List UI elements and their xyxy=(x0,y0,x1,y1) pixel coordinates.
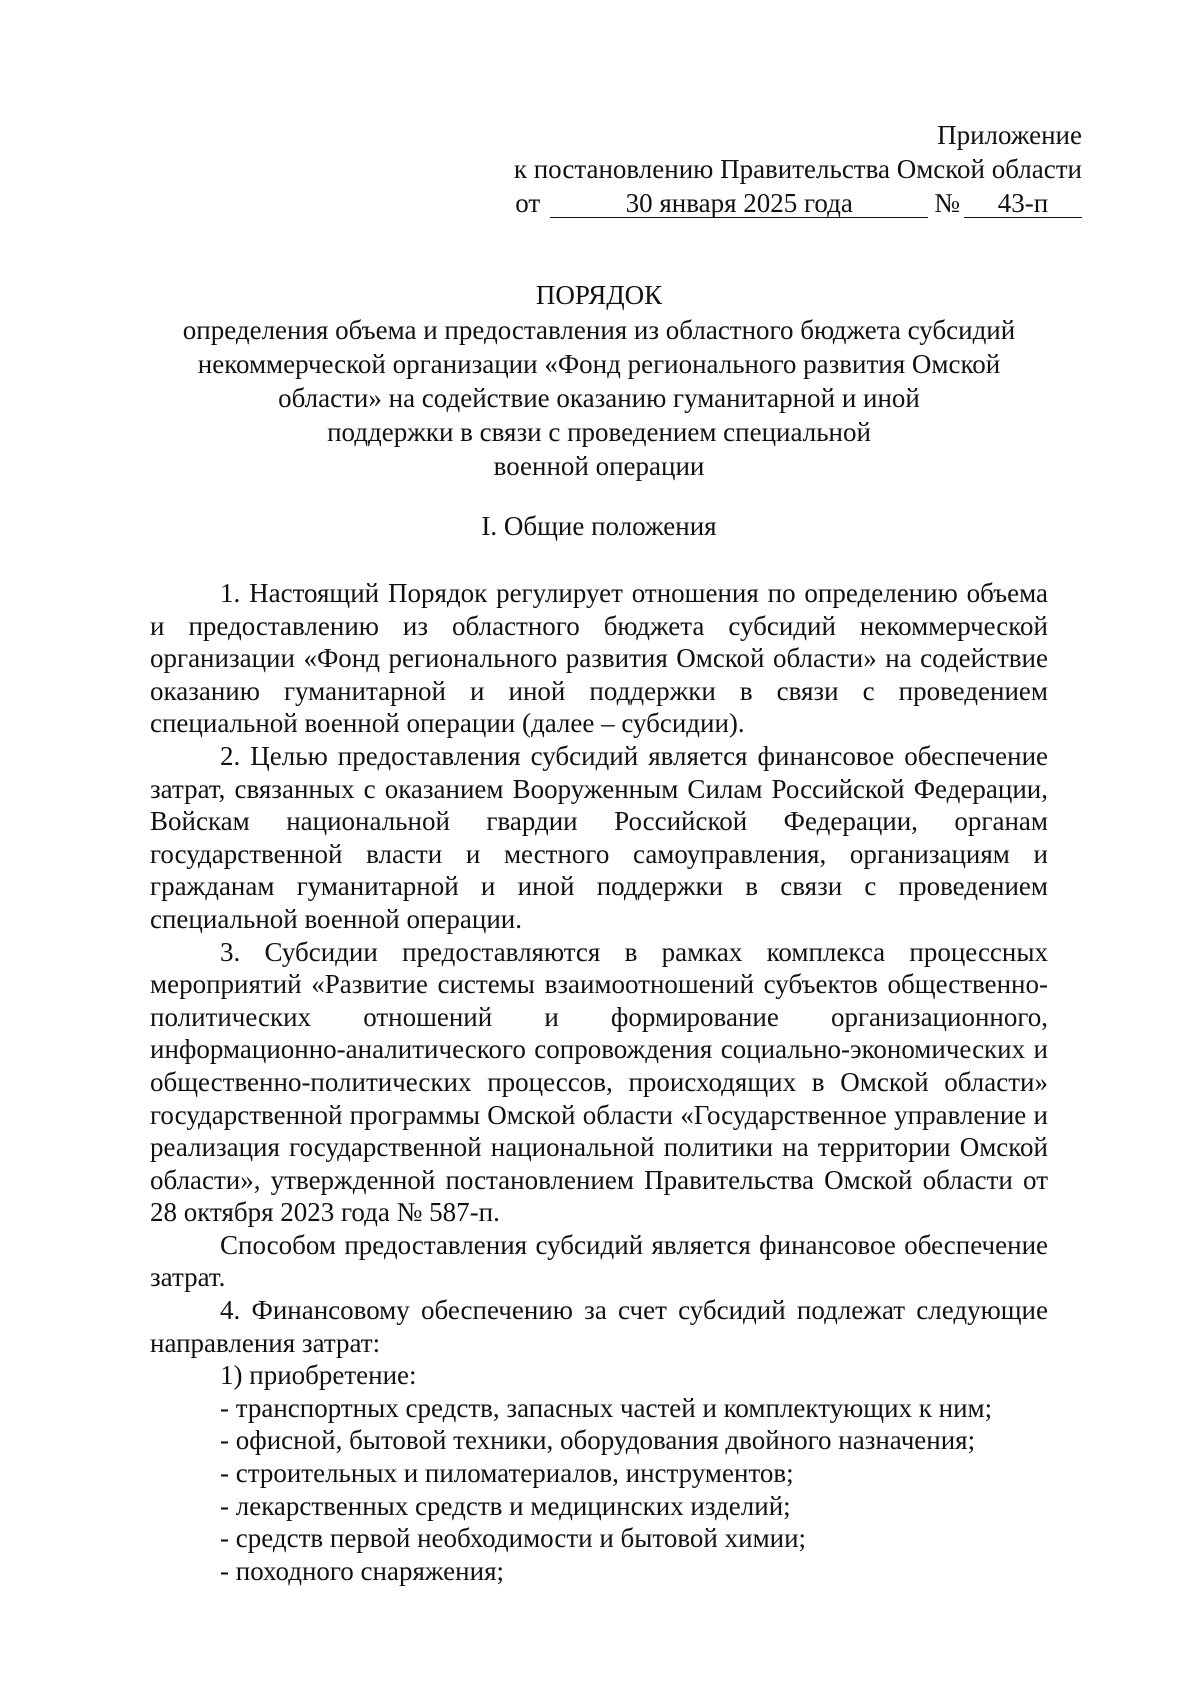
paragraph: 2. Целью предоставления субсидий является финансовое обеспечение затрат, связанных с оказанием Вооруженным Силам Российской Федерации, Войскам национальной гвардии Российской Федерации, органам государственной власти и местного самоуправления, организациям и гражданам гуманитарной и иной поддержки в связи с проведением специальной военной операции. xyxy=(150,740,1048,934)
appendix-date-row xyxy=(514,186,1082,220)
subheading-line: определения объема и предоставления из областного бюджета субсидий xyxy=(182,315,1016,345)
list-item: - лекарственных средств и медицинских изделий; xyxy=(220,1490,791,1521)
document-title-block xyxy=(150,278,1048,483)
paragraph: 3. Субсидии предоставляются в рамках комплекса процессных мероприятий «Развитие системы взаимоотношений субъектов общественно-политических отношений и формирование организационного, информационно-аналитического сопровождения социально-экономических и общественно-политических процессов, происходящих в Омской области» государственной программы Омской области «Государственное управление и реализация государственной национальной политики на территории Омской области», утвержденной постановлением Правительства Омской области от 28 октября 2023 года № 587-п. xyxy=(150,936,1048,1228)
subheading-line: области» на содействие оказанию гуманитарной и иной xyxy=(278,383,920,413)
list-item: - транспортных средств, запасных частей и комплектующих к ним; xyxy=(220,1392,993,1423)
list-item: - походного снаряжения; xyxy=(220,1555,504,1586)
appendix-block xyxy=(514,118,1082,220)
number-label: № xyxy=(934,188,960,218)
appendix-title: Приложение xyxy=(937,120,1082,150)
subheading-line: поддержки в связи с проведением специальной xyxy=(327,417,871,447)
list-item: - средств первой необходимости и бытовой химии; xyxy=(220,1523,807,1554)
appendix-subtitle: к постановлению Правительства Омской области xyxy=(513,154,1082,184)
subheading-line: военной операции xyxy=(493,451,705,481)
from-label: от xyxy=(515,188,541,218)
list-item: - строительных и пиломатериалов, инструментов; xyxy=(220,1458,794,1489)
list-item: 1) приобретение: xyxy=(220,1360,417,1391)
paragraph: 1. Настоящий Порядок регулирует отношения по определению объема и предоставлению из областного бюджета субсидий некоммерческой организации «Фонд регионального развития Омской области» на содействие оказанию гуманитарной и иной поддержки в связи с проведением специальной военной операции (далее – субсидии). xyxy=(150,578,1048,739)
list-item: - офисной, бытовой техники, оборудования двойного назначения; xyxy=(220,1425,976,1456)
subheading-line: некоммерческой организации «Фонд регионального развития Омской xyxy=(197,349,1001,379)
resolution-number: 43-п xyxy=(964,189,1082,218)
paragraph: Способом предоставления субсидий является финансовое обеспечение затрат. xyxy=(150,1229,1048,1293)
document-body xyxy=(150,577,1048,1587)
section-title: I. Общие положения xyxy=(481,511,717,541)
resolution-date: 30 января 2025 года xyxy=(550,189,928,218)
paragraph: 4. Финансовому обеспечению за счет субсидий подлежат следующие направления затрат: xyxy=(150,1295,1048,1358)
document-heading: ПОРЯДОК xyxy=(535,280,663,310)
